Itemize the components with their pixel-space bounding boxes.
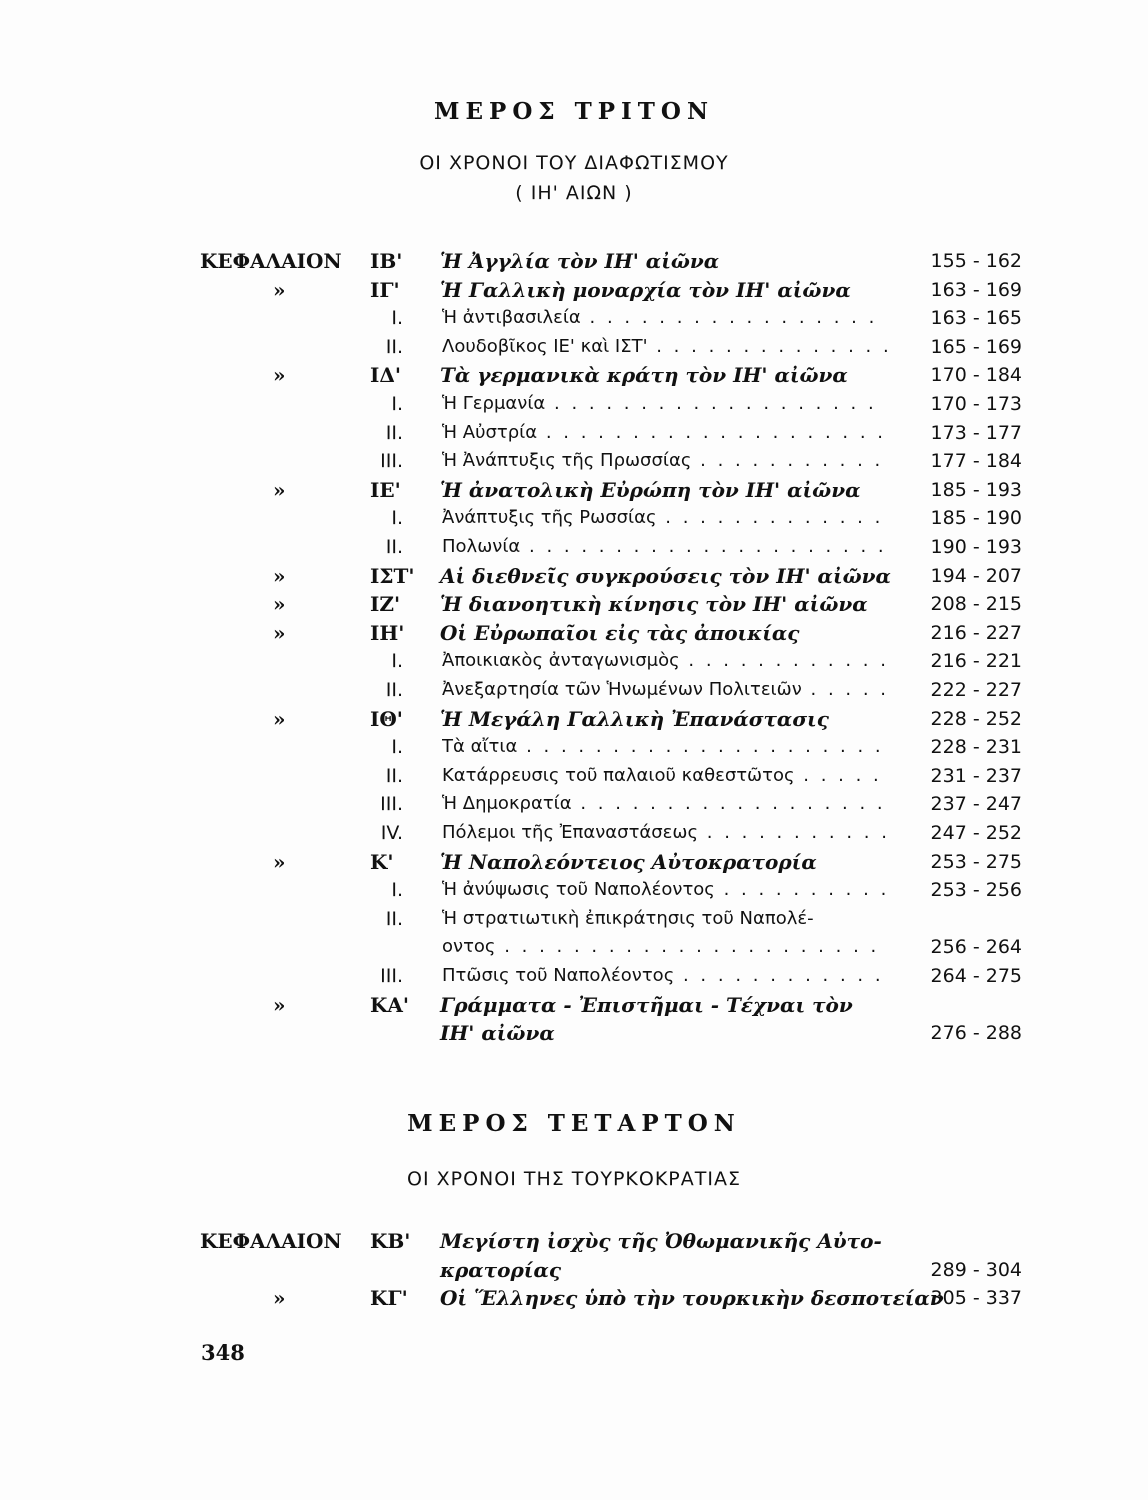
page-range: 173 - 177 bbox=[930, 421, 1022, 444]
toc-row bbox=[0, 790, 1148, 818]
chapter-title: ΙΗ' αἰῶνα bbox=[440, 1021, 555, 1046]
chapter-title: Ἡ Ἀγγλία τὸν ΙΗ' αἰῶνα bbox=[440, 249, 720, 273]
chapter-number: ΙΓ' bbox=[370, 277, 400, 302]
section-title bbox=[442, 933, 887, 961]
section-title-text: Τὰ αἴτια bbox=[442, 736, 518, 758]
section-numeral: Ι. bbox=[391, 307, 403, 330]
ditto-mark: » bbox=[273, 620, 286, 645]
part-four-subtitle: ΟΙ ΧΡΟΝΟΙ ΤΗΣ ΤΟΥΡΚΟΚΡΑΤΙΑΣ bbox=[407, 1168, 741, 1190]
section-numeral: ΙΙ. bbox=[385, 764, 403, 787]
page-range: 276 - 288 bbox=[930, 1022, 1022, 1045]
section-title-text: Πολωνία bbox=[442, 536, 521, 557]
chapter-number: ΙΗ' bbox=[370, 620, 405, 645]
toc-row bbox=[0, 647, 1148, 675]
ditto-mark: » bbox=[273, 277, 286, 302]
toc-row bbox=[0, 848, 1148, 876]
page-range: 228 - 252 bbox=[930, 707, 1022, 730]
toc-row bbox=[0, 590, 1148, 618]
section-numeral: ΙV. bbox=[380, 822, 403, 844]
page-range: 155 - 162 bbox=[930, 250, 1022, 272]
page-range: 185 - 190 bbox=[930, 507, 1022, 530]
section-title bbox=[442, 762, 887, 790]
chapter-title: Οἱ Εὐρωπαῖοι εἰς τὰς ἀποικίας bbox=[440, 620, 800, 645]
chapter-number: Κ' bbox=[370, 849, 394, 874]
page-range: 177 - 184 bbox=[930, 450, 1022, 473]
toc-row bbox=[0, 1256, 1148, 1284]
chapter-number: ΙΘ' bbox=[370, 706, 403, 731]
toc-row bbox=[0, 1019, 1148, 1047]
section-title-text: Κατάρρευσις τοῦ παλαιοῦ καθεστῶτος bbox=[442, 764, 795, 786]
chapter-title: Ἡ Ναπολεόντειος Αὐτοκρατορία bbox=[440, 849, 817, 874]
page-range: 216 - 221 bbox=[930, 650, 1022, 673]
toc-row bbox=[0, 533, 1148, 561]
page-range: 185 - 193 bbox=[930, 478, 1022, 501]
chapter-title: Γράμματα - Ἐπιστῆμαι - Τέχναι τὸν bbox=[440, 992, 853, 1017]
section-title-text: Ἡ Αὐστρία bbox=[442, 421, 538, 443]
ditto-mark: » bbox=[273, 1286, 286, 1311]
section-title bbox=[442, 504, 887, 532]
page-range: 289 - 304 bbox=[930, 1258, 1022, 1281]
page-range: 163 - 165 bbox=[930, 307, 1022, 330]
page-number: 348 bbox=[201, 1340, 245, 1365]
ditto-mark: » bbox=[273, 992, 286, 1017]
section-title-text: Πόλεμοι τῆς Ἐπαναστάσεως bbox=[442, 822, 699, 843]
section-title bbox=[442, 647, 887, 675]
page-range: 231 - 237 bbox=[930, 764, 1022, 787]
chapter-label: ΚΕΦΑΛΑΙΟΝ bbox=[200, 249, 342, 273]
section-title bbox=[442, 419, 887, 447]
page-range: 253 - 256 bbox=[930, 879, 1022, 902]
section-title bbox=[442, 333, 887, 361]
page-range: 228 - 231 bbox=[930, 736, 1022, 759]
section-numeral: Ι. bbox=[391, 736, 403, 759]
chapter-title: Ἡ διανοητικὴ κίνησις τὸν ΙΗ' αἰῶνα bbox=[440, 592, 868, 617]
page-range: 305 - 337 bbox=[930, 1287, 1022, 1310]
chapter-number: ΙΖ' bbox=[370, 592, 401, 617]
part-three-subtitle: ΟΙ ΧΡΟΝΟΙ ΤΟΥ ΔΙΑΦΩΤΙΣΜΟΥ bbox=[419, 152, 729, 174]
toc-row bbox=[0, 762, 1148, 790]
page-range: 216 - 227 bbox=[930, 621, 1022, 644]
chapter-title: Ἡ Γαλλικὴ μοναρχία τὸν ΙΗ' αἰῶνα bbox=[440, 277, 851, 302]
toc-row bbox=[0, 933, 1148, 961]
section-title bbox=[442, 676, 887, 704]
toc-row bbox=[0, 1284, 1148, 1312]
chapter-number: ΚΓ' bbox=[370, 1286, 408, 1311]
section-numeral: ΙΙΙ. bbox=[380, 450, 403, 473]
section-title-text: Ἡ ἀνύψωσις τοῦ Ναπολέοντος bbox=[442, 879, 715, 901]
section-title-text: Ἀποικιακὸς ἀνταγωνισμὸς bbox=[442, 650, 680, 672]
ditto-mark: » bbox=[273, 706, 286, 731]
section-title-text: Ἡ Δημοκρατία bbox=[442, 793, 572, 815]
section-numeral: Ι. bbox=[391, 507, 403, 530]
toc-row bbox=[0, 361, 1148, 389]
page-range: 237 - 247 bbox=[930, 793, 1022, 816]
part-three-era: ( ΙΗ' ΑΙΩΝ ) bbox=[515, 182, 633, 204]
page-range: 253 - 275 bbox=[930, 850, 1022, 873]
toc-row bbox=[0, 905, 1148, 933]
toc-row bbox=[0, 447, 1148, 475]
section-title bbox=[442, 819, 887, 847]
toc-row bbox=[0, 562, 1148, 590]
section-title-text: οντος bbox=[442, 936, 496, 958]
section-title-text: Ἡ Ἀνάπτυξις τῆς Πρωσσίας bbox=[442, 450, 692, 472]
page-range: 190 - 193 bbox=[930, 536, 1022, 558]
part-three-title: ΜΕΡΟΣ ΤΡΙΤΟΝ bbox=[434, 98, 714, 125]
toc-row bbox=[0, 1227, 1148, 1255]
section-numeral: ΙΙΙ. bbox=[380, 793, 403, 816]
ditto-mark: » bbox=[273, 477, 286, 502]
page-range: 264 - 275 bbox=[930, 965, 1022, 987]
section-title bbox=[442, 447, 887, 475]
page-range: 163 - 169 bbox=[930, 278, 1022, 301]
toc-row bbox=[0, 962, 1148, 990]
ditto-mark: » bbox=[273, 849, 286, 874]
toc-row bbox=[0, 276, 1148, 304]
chapter-number: ΙΒ' bbox=[370, 249, 403, 273]
section-numeral: ΙΙ. bbox=[385, 421, 403, 444]
chapter-number: ΙΔ' bbox=[370, 363, 401, 388]
chapter-title: Τὰ γερμανικὰ κράτη τὸν ΙΗ' αἰῶνα bbox=[440, 363, 848, 388]
ditto-mark: » bbox=[273, 363, 286, 388]
section-title bbox=[442, 533, 887, 561]
page-range: 208 - 215 bbox=[930, 593, 1022, 616]
section-title-text: Ἡ ἀντιβασιλεία bbox=[442, 307, 581, 329]
toc-row bbox=[0, 247, 1148, 275]
chapter-number: ΚΒ' bbox=[370, 1229, 411, 1253]
section-title-text: Λουδοβῖκος ΙΕ' καὶ ΙΣΤ' bbox=[442, 335, 648, 357]
section-numeral: ΙΙ. bbox=[385, 335, 403, 358]
page-range: 165 - 169 bbox=[930, 335, 1022, 358]
chapter-title: Ἡ Μεγάλη Γαλλικὴ Ἐπανάστασις bbox=[440, 706, 829, 731]
page-range: 256 - 264 bbox=[930, 936, 1022, 959]
section-numeral: Ι. bbox=[391, 879, 403, 902]
toc-row bbox=[0, 705, 1148, 733]
section-numeral: ΙΙ. bbox=[385, 907, 403, 930]
section-title bbox=[442, 962, 887, 990]
chapter-number: ΙΕ' bbox=[370, 477, 401, 502]
page-range: 222 - 227 bbox=[930, 679, 1022, 701]
chapter-number: ΚΑ' bbox=[370, 992, 410, 1017]
section-title bbox=[442, 790, 887, 818]
section-numeral: ΙΙΙ. bbox=[380, 965, 403, 987]
section-title-text: Ἀνάπτυξις τῆς Ρωσσίας bbox=[442, 507, 657, 529]
toc-row bbox=[0, 419, 1148, 447]
section-title bbox=[442, 733, 887, 761]
toc-row bbox=[0, 476, 1148, 504]
ditto-mark: » bbox=[273, 592, 286, 617]
section-title bbox=[442, 304, 887, 332]
section-title-text: Πτῶσις τοῦ Ναπολέοντος bbox=[442, 965, 675, 986]
chapter-label: ΚΕΦΑΛΑΙΟΝ bbox=[200, 1229, 342, 1253]
part-four-title: ΜΕΡΟΣ ΤΕΤΑΡΤΟΝ bbox=[407, 1110, 741, 1137]
section-title-text: Ἡ στρατιωτικὴ ἐπικράτησις τοῦ Ναπολέ- bbox=[442, 907, 814, 929]
page-range: 170 - 184 bbox=[930, 364, 1022, 387]
toc-row bbox=[0, 304, 1148, 332]
section-numeral: ΙΙ. bbox=[385, 679, 403, 701]
page-range: 170 - 173 bbox=[930, 393, 1022, 415]
toc-row bbox=[0, 876, 1148, 904]
chapter-number: ΙΣΤ' bbox=[370, 563, 415, 588]
ditto-mark: » bbox=[273, 563, 286, 588]
toc-row bbox=[0, 390, 1148, 418]
section-title bbox=[442, 905, 887, 933]
toc-row bbox=[0, 676, 1148, 704]
chapter-title: κρατορίας bbox=[440, 1257, 562, 1282]
section-numeral: Ι. bbox=[391, 650, 403, 673]
chapter-title: Οἱ Ἕλληνες ὑπὸ τὴν τουρκικὴν δεσποτείαν bbox=[440, 1286, 944, 1311]
toc-row bbox=[0, 733, 1148, 761]
section-title bbox=[442, 876, 887, 904]
chapter-title: Μεγίστη ἰσχὺς τῆς Ὀθωμανικῆς Αὐτο- bbox=[440, 1229, 882, 1253]
toc-row bbox=[0, 504, 1148, 532]
page-range: 247 - 252 bbox=[930, 822, 1022, 844]
section-title-text: Ἡ Γερμανία bbox=[442, 393, 546, 414]
chapter-title: Αἱ διεθνεῖς συγκρούσεις τὸν ΙΗ' αἰῶνα bbox=[440, 563, 891, 588]
chapter-title: Ἡ ἀνατολικὴ Εὐρώπη τὸν ΙΗ' αἰῶνα bbox=[440, 477, 861, 502]
section-title bbox=[442, 390, 887, 418]
toc-row bbox=[0, 819, 1148, 847]
section-numeral: Ι. bbox=[391, 393, 403, 415]
page-range: 194 - 207 bbox=[930, 564, 1022, 587]
toc-row bbox=[0, 619, 1148, 647]
section-numeral: ΙΙ. bbox=[385, 536, 403, 558]
toc-row bbox=[0, 333, 1148, 361]
toc-row bbox=[0, 991, 1148, 1019]
section-title-text: Ἀνεξαρτησία τῶν Ἡνωμένων Πολιτειῶν bbox=[442, 679, 802, 700]
